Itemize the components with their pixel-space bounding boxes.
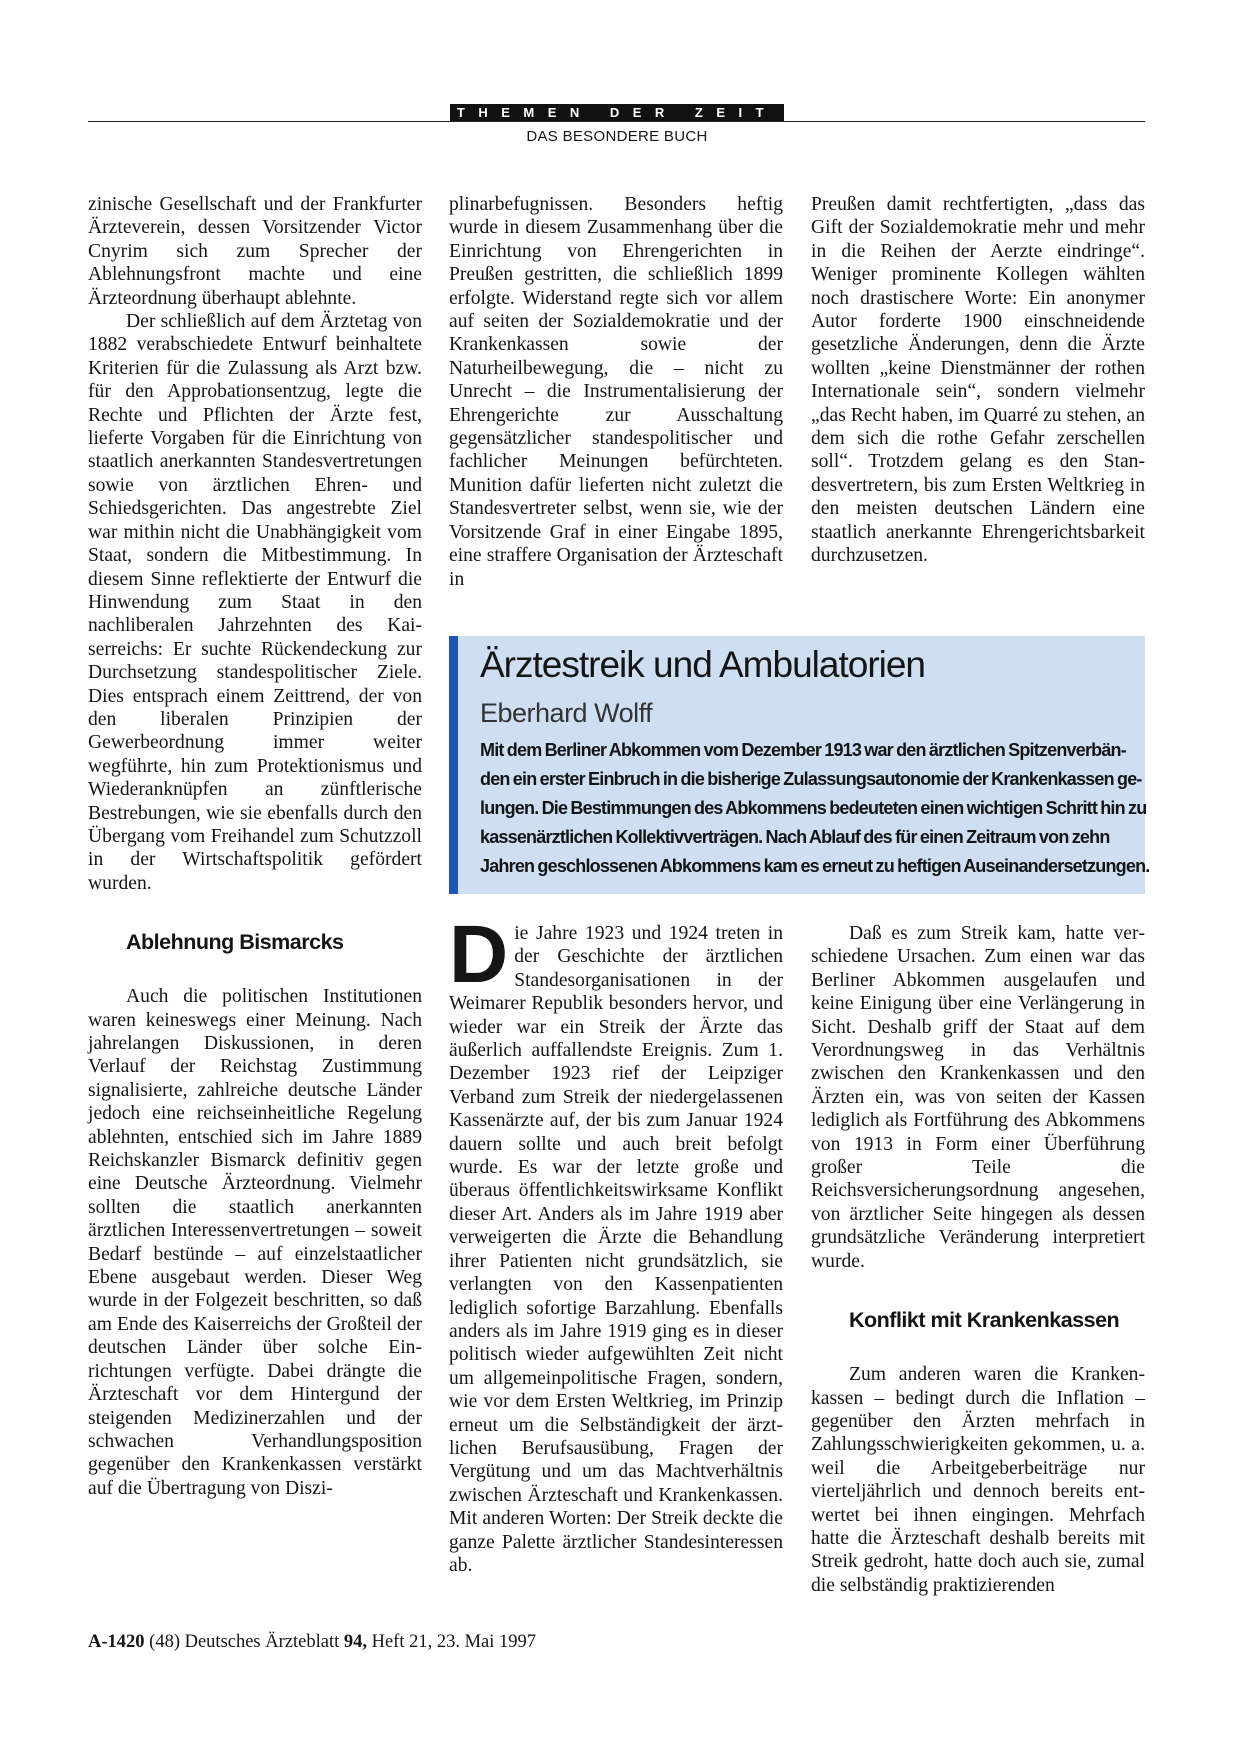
column-1: [88, 193, 422, 1500]
column-4: [449, 909, 783, 1577]
article-author: Eberhard Wolff: [480, 698, 653, 728]
article-abstract-box: [449, 636, 1150, 894]
header-rule: [88, 121, 1145, 122]
page-footer: [88, 1632, 536, 1653]
column-5: [811, 922, 1145, 1597]
lead-line: lungen. Die Bestimmungen des Abkommens bedeuteten einen wichtigen Schritt hin zu: [480, 798, 1147, 818]
subheading-ablehnung-bismarcks: Ablehnung Bismarcks: [126, 930, 344, 955]
paragraph: Preußen damit rechtfertigten, „dass das Gift der Sozialdemokratie mehr und mehr in die Reihen der Aerzte eindringe“. Weniger prominente Kollegen wählten noch drastischere Worte: Ein anonymer Autor forderte 1900 einschneidende gesetzliche Änderungen, denn die Ärzte wollten „keine Dienstmänner der rothen Internationale sein“, sondern vielmehr „das Recht haben, im Quarré zu stehen, an dem sich die rothe Gefahr zerschellen soll“. Trotzdem gelang es den Standesvertretern, bis zum Ersten Weltkrieg in den meisten deutschen Ländern eine staatlich anerkannte Ehrengerichtsbarkeit durchzusetzen.: [811, 194, 1145, 567]
paragraph: Auch die politischen Institutionen waren keineswegs einer Meinung. Nach jahrelangen Diskussionen, in deren Verlauf der Reichstag Zustimmung signalisierte, zahlreiche deutsche Länder jedoch eine reichseinheitliche Regelung ablehnten, entschied sich im Jahre 1889 Reichskanzler Bismarck definitiv gegen eine Deutsche Ärzteordnung. Vielmehr sollten die staatlich anerkannten ärztlichen Interessenvertretungen – soweit Bedarf bestünde – auf einzelstaatlicher Ebene ausgebaut werden. Dieser Weg wurde in der Folgezeit beschritten, so daß am Ende des Kaiserreichs der Großteil der deutschen Länder über solche Einrichtungen verfügte. Dabei drängte die Ärzteschaft vor dem Hintergund der steigenden Medizinerzahlen und der schwachen Verhandlungsposition gegenüber den Krankenkassen verstärkt auf die Übertragung von Diszi-: [88, 986, 422, 1499]
journal-name: (48) Deutsches Ärzteblatt: [149, 1632, 340, 1652]
subheading-konflikt-mit-krankenkassen: Konflikt mit Krankenkassen: [849, 1308, 1120, 1333]
article-title: Ärztestreik und Ambulatorien: [480, 644, 926, 685]
lead-line: Jahren geschlossenen Abkommens kam es erneut zu heftigen Auseinandersetzungen.: [480, 856, 1150, 876]
paragraph: zinische Gesellschaft und der Frankfurter Ärzteverein, dessen Vorsitzender Victor Cnyrim sich zum Sprecher der Ablehnungsfront machte und eine Ärzteordnung überhaupt ablehnte.: [88, 194, 422, 309]
lead-line: Mit dem Berliner Abkommen vom Dezember 1913 war den ärztlichen Spitzenverbän-: [480, 740, 1126, 760]
subsection-label: DAS BESONDERE BUCH: [526, 128, 708, 145]
paragraph: plinarbefugnissen. Besonders heftig wurde in diesem Zusammenhang über die Einrichtung von Ehrengerichten in Preußen gestritten, die schließlich 1899 erfolgte. Widerstand regte sich vor allem auf seiten der Sozialdemokratie und der Krankenkassen sowie der Naturheilbewegung, die – nicht zu Unrecht – die Instrumentalisierung der Ehrengerichte zur Ausschaltung gegensätzlicher standespolitischer und fachlicher Meinungen befürchteten. Munition dafür lieferten nicht zuletzt die Standesvertreter selbst, wenn sie, wie der Vorsitzende Graf in einer Eingabe 1895, eine straffere Organisation der Ärzteschaft in: [449, 194, 783, 590]
lead-line: kassenärztlichen Kollektivverträgen. Nach Ablauf des für einen Zeitraum von zehn: [480, 827, 1110, 847]
lead-line: den ein erster Einbruch in die bisherige Zulassungsautonomie der Krankenkassen ge-: [480, 769, 1142, 789]
column-3: [811, 193, 1145, 568]
page-number: A-1420: [88, 1632, 145, 1652]
issue-date: Heft 21, 23. Mai 1997: [371, 1632, 537, 1652]
section-label: THEMEN DER ZEIT: [450, 104, 784, 122]
paragraph: ie Jahre 1923 und 1924 treten in der Geschichte der ärztlichen Standesorganisationen in der Weimarer Republik besonders hervor, und wieder war ein Streik der Ärzte das äußerlich auffallendste Ereignis. Zum 1. Dezember 1923 rief der Leipziger Verband zum Streik der niedergelassenen Kassenärzte auf, der bis zum Januar 1924 dauern sollte und auch breit befolgt wurde. Es war der letzte große und überaus öffentlichkeitswirksame Konflikt dieser Art. Anders als im Jahre 1919 aber verweigerten die Ärzte die Behandlung ihrer Patienten nicht grundsätzlich, sie verlangten von den Kassenpatienten lediglich sofortige Barzahlung. Ebenfalls anders als im Jahre 1919 ging es in dieser politisch wieder aufgewühlten Zeit nicht um allgemeinpolitische Fragen, sondern, wie vor dem Ersten Weltkrieg, im Prinzip erneut um die Selbständigkeit der ärztlichen Berufsausübung, Fragen der Vergütung und um das Machtverhältnis zwischen Ärzteschaft und Krankenkassen. Mit anderen Worten: Der Streik deckte die ganze Palette ärztlicher Standesinteressen ab.: [449, 923, 783, 1576]
paragraph: Der schließlich auf dem Ärztetag von 1882 verabschiedete Entwurf beinhaltete Kriterien für die Zulassung als Arzt bzw. für den Approbationsentzug, legte die Rechte und Pflichten der Ärzte fest, lieferte Vorgaben für die Einrichtung von staatlich anerkannten Standesvertretungen sowie von ärztlichen Ehren- und Schiedsgerichten. Das angestrebte Ziel war mithin nicht die Unabhängigkeit vom Staat, sondern die Mitbestimmung. In diesem Sinne reflektierte der Entwurf die Hinwendung zum Staat in den nachliberalen Jahrzehnten des Kaiserreichs: Er suchte Rückendeckung zur Durchsetzung standespolitischer Ziele. Dies entsprach einem Zeittrend, der von den liberalen Prinzipien der Gewerbeordnung immer weiter wegführte, hin zum Protektionismus und Wiederanknüpfen an zünftlerische Bestrebungen, wie sie ebenfalls durch den Übergang vom Freihandel zum Schutzzoll in der Wirtschaftspolitik gefördert wurden.: [88, 311, 422, 894]
volume-number: 94,: [343, 1632, 367, 1652]
article-lead: [480, 736, 1150, 881]
drop-cap: D: [449, 909, 509, 1000]
paragraph: Zum anderen waren die Krankenkassen – bedingt durch die Inflation – gegenüber den Ärzten mehrfach in Zahlungsschwierigkeiten gekommen, u. a. weil die Arbeitgeberbeiträge nur vierteljährlich und dennoch bereits entwertet bei ihnen eingingen. Mehrfach hatte die Ärzteschaft deshalb bereits mit Streik gedroht, hatte doch auch sie, zumal die selbständig praktizierenden: [811, 1364, 1145, 1596]
column-2: [449, 193, 783, 591]
paragraph: Daß es zum Streik kam, hatte verschiedene Ursachen. Zum einen war das Berliner Abkommen ausgelaufen und keine Einigung über eine Verlängerung in Sicht. Deshalb griff der Staat auf dem Verordnungsweg in das Verhältnis zwischen den Krankenkassen und den Ärzten ein, was von seiten der Kassen lediglich als Fortführung des Abkommens von 1913 in Form einer Überführung großer Teile die Reichsversicherungsordnung angesehen, von ärztlicher Seite hingegen als dessen grundsätzliche Veränderung interpretiert wurde.: [811, 923, 1145, 1272]
